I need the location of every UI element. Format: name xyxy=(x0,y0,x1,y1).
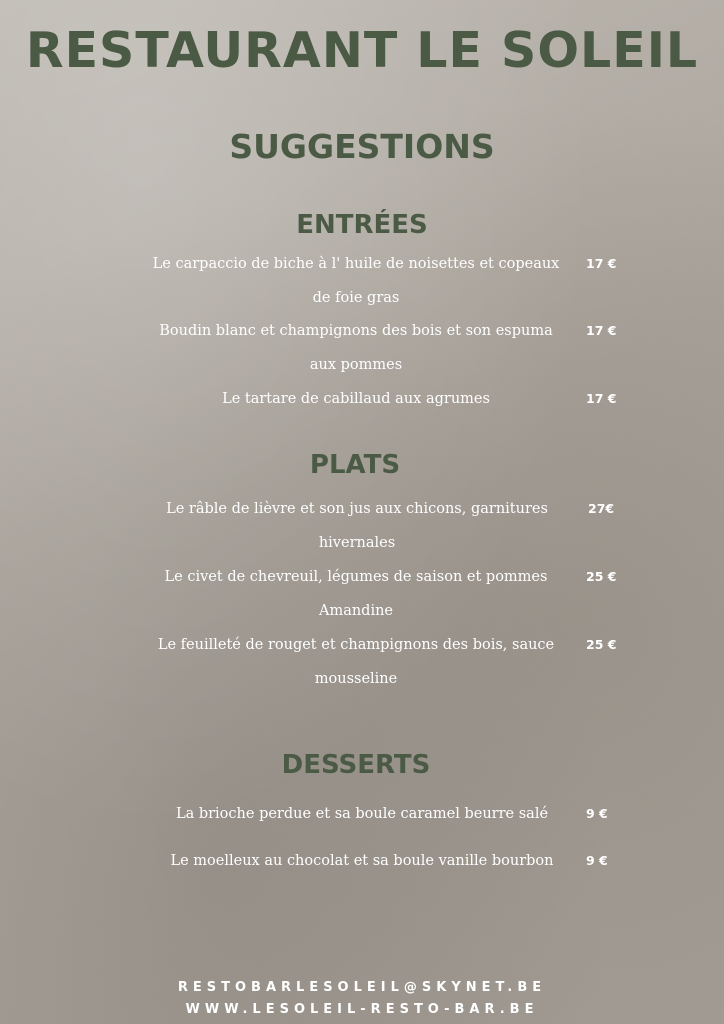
menu-item-name: Le moelleux au chocolat et sa boule vanille bourbon xyxy=(170,853,554,869)
menu-item-name: La brioche perdue et sa boule caramel beurre salé xyxy=(175,806,549,822)
menu-item-name: Le carpaccio de biche à l' huile de noisettes et copeaux de foie gras xyxy=(152,256,560,306)
menu-item-price: 17 € xyxy=(586,391,617,406)
menu-item-name: Boudin blanc et champignons des bois et son espuma aux pommes xyxy=(159,323,553,373)
section-title-desserts: DESSERTS xyxy=(281,750,431,780)
menu-item-price: 27€ xyxy=(588,501,615,516)
menu-item xyxy=(150,314,616,382)
menu-item-name: Le feuilleté de rouget et champignons des bois, sauce mousseline xyxy=(157,637,555,687)
menu-item-price: 25 € xyxy=(586,637,617,652)
menu-subtitle: SUGGESTIONS xyxy=(229,127,495,166)
menu-item xyxy=(150,797,608,831)
menu-item xyxy=(150,560,616,628)
menu-item-price: 17 € xyxy=(586,256,617,271)
footer-website[interactable]: WWW.LESOLEIL-RESTO-BAR.BE xyxy=(185,1002,539,1017)
menu-item-price: 9 € xyxy=(586,853,608,868)
menu-item xyxy=(150,492,614,560)
menu-item-price: 17 € xyxy=(586,323,617,338)
menu-item xyxy=(150,844,608,878)
footer-email[interactable]: RESTOBARLESOLEIL@SKYNET.BE xyxy=(177,980,547,995)
section-title-entrees: ENTRÉES xyxy=(296,210,428,240)
menu-item-name: Le tartare de cabillaud aux agrumes xyxy=(222,391,490,407)
restaurant-title: RESTAURANT LE SOLEIL xyxy=(25,22,699,79)
section-title-plats: PLATS xyxy=(309,450,401,480)
menu-item xyxy=(150,247,616,315)
menu-item-price: 25 € xyxy=(586,569,617,584)
menu-item xyxy=(150,628,616,696)
menu-item xyxy=(150,382,616,416)
menu-item-name: Le civet de chevreuil, légumes de saison et pommes Amandine xyxy=(164,569,548,619)
menu-item-price: 9 € xyxy=(586,806,608,821)
menu-item-name: Le râble de lièvre et son jus aux chicons, garnitures hivernales xyxy=(166,501,548,551)
